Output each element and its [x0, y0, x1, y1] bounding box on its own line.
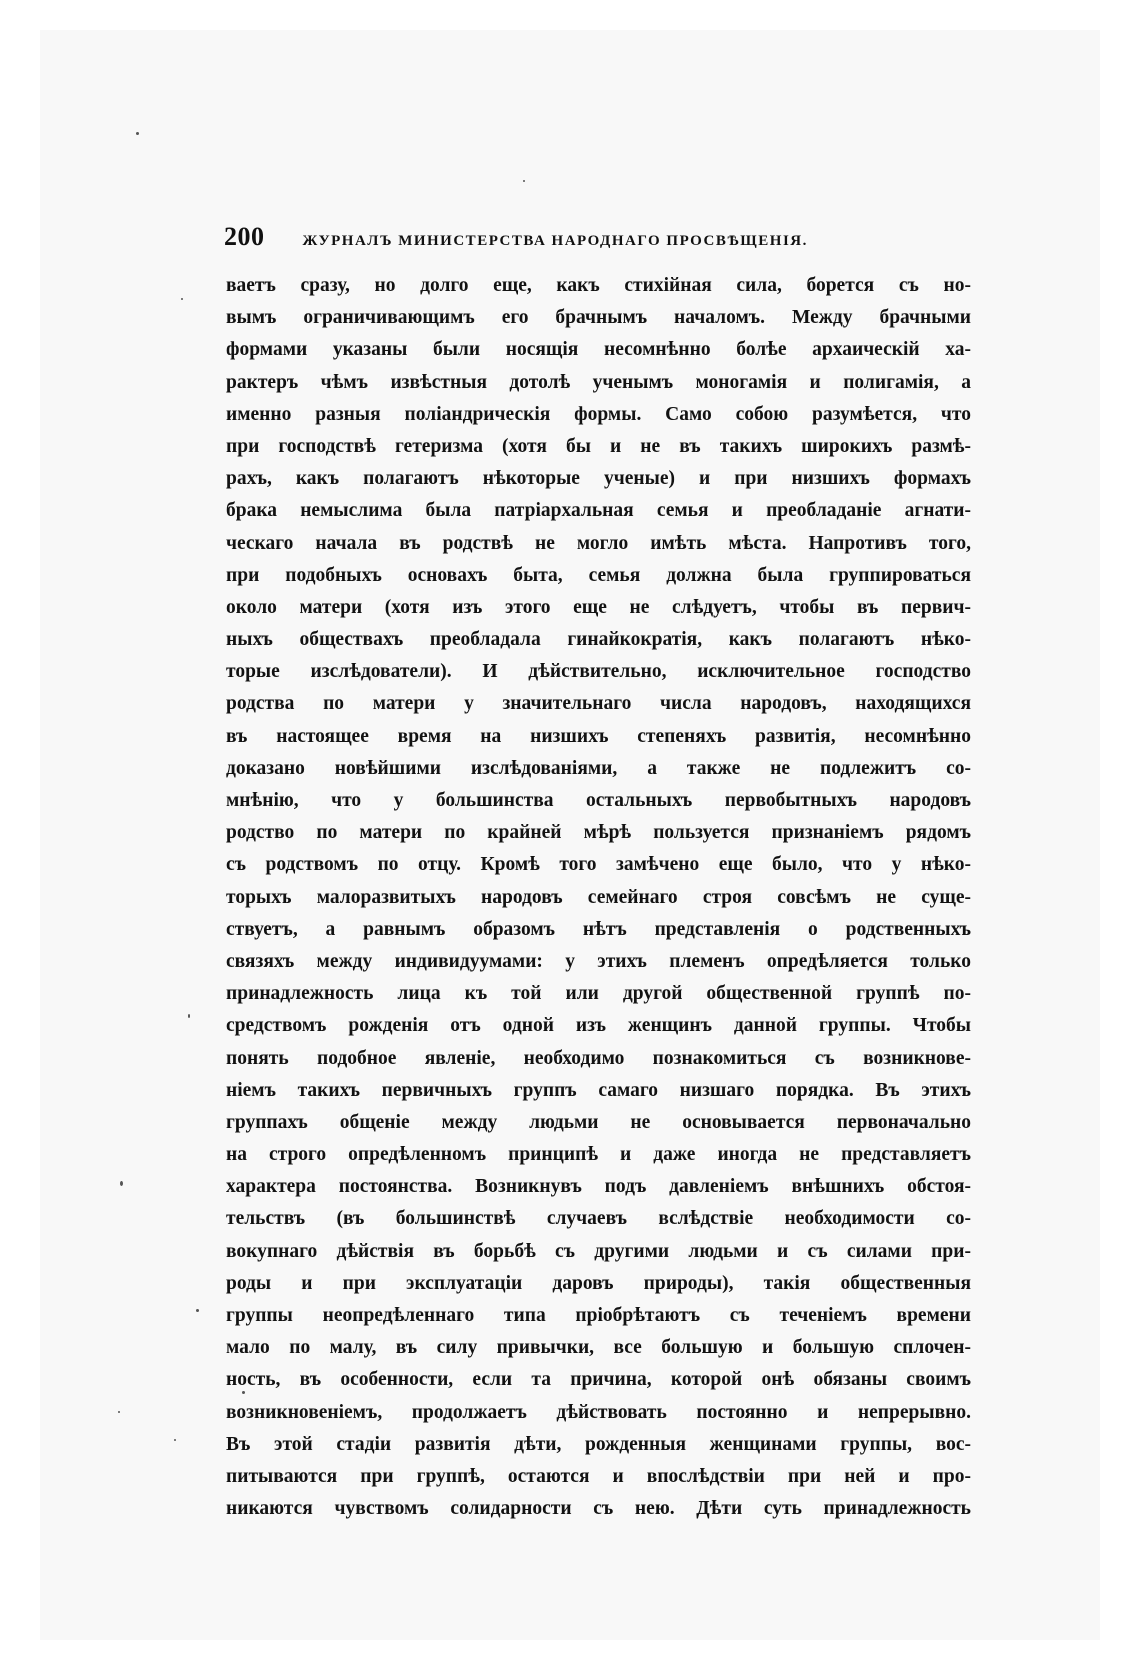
text-line: характера постоянства. Возникнувъ подъ давленіемъ внѣшнихъ обстоя- [226, 1176, 971, 1198]
text-line: торые изслѣдователи). И дѣйствительно, исключительное господство [226, 661, 971, 683]
text-line: при господствѣ гетеризма (хотя бы и не въ такихъ широкихъ размѣ- [226, 435, 971, 457]
text-line: тельствъ (въ большинствѣ случаевъ вслѣдствіе необходимости со- [226, 1208, 971, 1230]
text-line: на строго опредѣленномъ принципѣ и даже иногда не представляетъ [226, 1144, 971, 1166]
text-line: при подобныхъ основахъ быта, семья должна была группироваться [226, 564, 971, 586]
print-speck [196, 1309, 199, 1312]
text-line: ствуетъ, а равнымъ образомъ нѣтъ представленія о родственныхъ [226, 918, 971, 940]
print-speck [136, 132, 139, 135]
body-text [226, 270, 971, 1525]
text-line: родства по матери у значительнаго числа народовъ, находящихся [226, 693, 971, 715]
print-speck [188, 1014, 190, 1018]
text-line: понять подобное явленіе, необходимо познакомиться съ возникнове- [226, 1047, 971, 1069]
text-line: вокупнаго дѣйствія въ борьбѣ съ другими людьми и съ силами при- [226, 1240, 971, 1262]
text-line: ность, въ особенности, если та причина, которой онѣ обязаны своимъ [226, 1369, 971, 1391]
journal-title: ЖУРНАЛЪ МИНИСТЕРСТВА НАРОДНАГО ПРОСВѢЩЕНІЯ. [302, 233, 808, 249]
text-line: группы неопредѣленнаго типа пріобрѣтаютъ съ теченіемъ времени [226, 1305, 971, 1326]
running-head [224, 222, 969, 256]
text-line: рахъ, какъ полагаютъ нѣкоторые ученые) и при низшихъ формахъ [226, 468, 971, 490]
text-line: около матери (хотя изъ этого еще не слѣдуетъ, чтобы въ первич- [226, 596, 971, 618]
text-line: ніемъ такихъ первичныхъ группъ самаго низшаго порядка. Въ этихъ [226, 1079, 971, 1101]
text-line: ваетъ сразу, но долго еще, какъ стихійная сила, борется съ но- [226, 275, 971, 296]
text-line: съ родствомъ по отцу. Кромѣ того замѣчено еще было, что у нѣко- [226, 854, 971, 876]
text-line: именно разныя поліандрическія формы. Само собою разумѣется, что [226, 403, 971, 425]
text-line: средствомъ рожденія отъ одной изъ женщинъ данной группы. Чтобы [226, 1015, 971, 1037]
text-line: родство по матери по крайней мѣрѣ пользуется признаніемъ рядомъ [226, 822, 971, 844]
text-line: мнѣнію, что у большинства остальныхъ первобытныхъ народовъ [226, 790, 971, 811]
text-line: ныхъ обществахъ преобладала гинайкократія, какъ полагаютъ нѣко- [226, 629, 971, 651]
text-line: ческаго начала въ родствѣ не могло имѣть мѣста. Напротивъ того, [226, 532, 971, 554]
text-line: связяхъ между индивидуумами: у этихъ племенъ опредѣляется только [226, 950, 971, 972]
print-speck [523, 180, 525, 182]
text-line: мало по малу, въ силу привычки, все большую и большую сплочен- [226, 1337, 971, 1359]
text-line: принадлежность лица къ той или другой общественной группѣ по- [226, 983, 971, 1005]
text-line: Въ этой стадіи развитія дѣти, рожденныя женщинами группы, вос- [226, 1433, 971, 1455]
text-line: брака немыслима была патріархальная семья и преобладаніе агнати- [226, 500, 971, 522]
text-line: возникновеніемъ, продолжаетъ дѣйствовать постоянно и непрерывно. [226, 1401, 971, 1423]
page-number: 200 [224, 222, 265, 251]
print-speck [174, 1439, 176, 1441]
text-line: торыхъ малоразвитыхъ народовъ семейнаго строя совсѣмъ не суще- [226, 886, 971, 908]
text-line: никаются чувствомъ солидарности съ нею. Дѣти суть принадлежность [226, 1498, 971, 1520]
print-speck [181, 298, 183, 300]
text-line: формами указаны были носящія несомнѣнно болѣе архаическій ха- [226, 339, 971, 361]
text-line: рактеръ чѣмъ извѣстныя дотолѣ ученымъ моногамія и полигамія, а [226, 371, 971, 393]
print-speck [118, 1411, 120, 1413]
text-line: роды и при эксплуатаціи даровъ природы), такія общественныя [226, 1272, 971, 1294]
text-line: доказано новѣйшими изслѣдованіями, а также не подлежитъ со- [226, 757, 971, 779]
text-line: въ настоящее время на низшихъ степеняхъ развитія, несомнѣнно [226, 725, 971, 747]
print-speck [120, 1181, 123, 1186]
text-line: группахъ общеніе между людьми не основывается первоначально [226, 1111, 971, 1133]
text-line: питываются при группѣ, остаются и впослѣдствіи при ней и про- [226, 1465, 971, 1487]
text-line: вымъ ограничивающимъ его брачнымъ началомъ. Между брачными [226, 307, 971, 329]
